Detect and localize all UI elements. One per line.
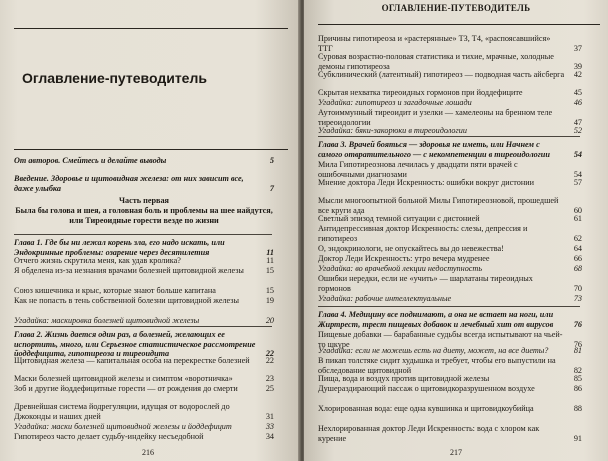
toc-entry-title: Причины гипотиреоза и «растерянные» ТЗ, Т4, «распоясавшийся» ТТГ xyxy=(318,34,551,53)
toc-entry xyxy=(318,274,582,293)
toc-entry-title: Угадайка: если не можешь есть на диету, может, на все диеты? xyxy=(318,346,549,355)
top-rule xyxy=(14,28,288,29)
toc-entry-title: Субклинический (латентный) гипотиреоз — подводная часть айсберга xyxy=(318,70,565,79)
toc-entry xyxy=(14,402,274,421)
toc-entry-page: 73 xyxy=(573,294,582,303)
chapter-divider xyxy=(14,234,272,235)
toc-entry xyxy=(318,254,582,264)
toc-entry-title: Отчего жизнь скрутила меня, как удав кролика? xyxy=(14,256,181,265)
toc-entry-page: 91 xyxy=(573,433,582,443)
toc-title: Оглавление-путеводитель xyxy=(22,70,207,86)
toc-entry xyxy=(318,356,582,375)
toc-entry-title: Глава 2. Жизнь дается один раз, а болезней, желающих ее испортить, много, или Серьезное статистическое рассмотрение йоддефицита, гипотиреоза и тиреоидита xyxy=(14,330,256,359)
toc-entry-page: 76 xyxy=(573,319,582,329)
toc-entry-page: 11 xyxy=(266,256,274,265)
right-page xyxy=(304,0,608,461)
toc-entry-title: Душераздирающий пассаж о щитовидкоразрушенном воздухе xyxy=(318,384,535,393)
toc-entry-page: 52 xyxy=(573,126,582,135)
toc-entry-title: От авторов. Смейтесь и делайте выводы xyxy=(14,156,167,165)
toc-entry-page: 70 xyxy=(573,283,582,293)
toc-entry-title: Маски болезней щитовидной железы и симптом «воротничка» xyxy=(14,374,233,383)
toc-entry xyxy=(318,140,582,159)
toc-entry-page: 46 xyxy=(573,98,582,107)
chapter-divider xyxy=(318,136,580,137)
toc-entry xyxy=(14,266,274,276)
toc-entry xyxy=(14,174,274,193)
toc-entry-title: Щитовидная железа — капитальная особа на перекрестке болезней xyxy=(14,356,250,365)
toc-entry-page: 54 xyxy=(573,169,582,179)
running-head: ОГЛАВЛЕНИЕ-ПУТЕВОДИТЕЛЬ xyxy=(381,3,531,13)
toc-entry-title: Суровая возрастно-половая статистика и тихие, мрачные, холодные демоны гипотиреоза xyxy=(318,52,554,71)
toc-entry-page: 66 xyxy=(573,254,582,263)
toc-entry xyxy=(318,88,582,98)
toc-entry xyxy=(318,178,582,188)
toc-entry xyxy=(14,156,274,166)
toc-entry-title: Введение. Здоровье и щитовидная железа: от них зависит все, даже улыбка xyxy=(14,174,244,193)
toc-entry xyxy=(318,34,582,53)
toc-entry xyxy=(14,384,274,394)
toc-entry-page: 20 xyxy=(265,316,274,325)
toc-entry xyxy=(14,316,274,326)
toc-entry xyxy=(318,160,582,179)
toc-entry-page: 15 xyxy=(265,266,274,275)
toc-entry-title: Мысли многоопытной больной Милы Гипотиреозновой, прошедшей все круги ада xyxy=(318,196,559,215)
toc-entry-page: 22 xyxy=(265,356,274,365)
toc-entry xyxy=(318,52,582,71)
toc-entry-title: Мнение доктора Леди Искренность: ошибки вокруг дистонии xyxy=(318,178,535,187)
toc-entry xyxy=(318,310,582,329)
toc-entry-title: Антидепрессивная доктор Искренность: слезы, депрессия и гипотиреоз xyxy=(318,224,528,243)
toc-entry xyxy=(14,286,274,296)
toc-entry xyxy=(14,422,274,432)
page-number: 216 xyxy=(142,448,154,457)
toc-entry xyxy=(318,98,582,108)
toc-entry-page: 33 xyxy=(265,422,274,431)
toc-entry-title: Угадайка: во врачебной лекции недоступность xyxy=(318,264,483,273)
toc-entry xyxy=(14,432,274,442)
toc-entry-title: Ошибки нередки, если не «учить» — шарлатаны тиреоидных гормонов xyxy=(318,274,533,293)
toc-entry-page: 23 xyxy=(265,374,274,383)
toc-entry-page: 62 xyxy=(573,233,582,243)
toc-entry xyxy=(318,424,582,443)
toc-entry-page: 82 xyxy=(573,365,582,375)
toc-entry-page: 34 xyxy=(265,432,274,441)
toc-entry xyxy=(14,374,274,384)
toc-entry-page: 60 xyxy=(573,205,582,215)
toc-entry-page: 76 xyxy=(573,339,582,349)
toc-entry xyxy=(318,214,582,224)
toc-entry-title: Мила Гипотиреознова лечилась у двадцати пяти врачей с ошибочными диагнозами xyxy=(318,160,518,179)
section-rule xyxy=(14,149,288,150)
toc-entry-title: Угадайка: гипотиреоз и загадочные лошади xyxy=(318,98,472,107)
toc-entry xyxy=(14,206,274,225)
toc-entry xyxy=(14,296,274,306)
toc-entry-page: 64 xyxy=(573,244,582,253)
toc-entry-page: 57 xyxy=(573,178,582,187)
toc-entry xyxy=(318,244,582,254)
toc-entry-page: 81 xyxy=(573,346,582,355)
toc-entry-page: 11 xyxy=(266,247,274,257)
chapter-divider xyxy=(318,306,580,307)
toc-entry-page: 19 xyxy=(265,296,274,305)
top-rule xyxy=(318,24,600,25)
toc-entry-title: Угадайка: рабочие интеллектуальные xyxy=(318,294,452,303)
toc-entry-title: Хлорированная вода: еще одна кувшинка и щитовидкоубийца xyxy=(318,404,534,413)
toc-entry-title: Глава 1. Где бы ни лежал корень зла, его надо искать, или Эндокринные проблемы: озарение через десятилетия xyxy=(14,238,225,257)
toc-entry-title: Угадайка: маски болезней щитовидной железы и йоддефицит xyxy=(14,422,232,431)
toc-entry-title: Угадайка: маскировка болезней щитовидной железы xyxy=(14,316,200,325)
toc-entry xyxy=(14,256,274,266)
toc-entry xyxy=(318,346,582,356)
toc-entry-title: Светлый эпизод темной ситуации с дистонией xyxy=(318,214,480,223)
toc-entry-page: 85 xyxy=(573,374,582,383)
toc-entry xyxy=(318,384,582,394)
toc-entry-page: 42 xyxy=(573,70,582,79)
toc-entry xyxy=(318,224,582,243)
toc-entry xyxy=(14,356,274,366)
toc-entry xyxy=(318,374,582,384)
left-page xyxy=(0,0,300,461)
toc-entry-page: 7 xyxy=(269,183,274,193)
toc-entry-page: 22 xyxy=(265,349,274,359)
chapter-divider xyxy=(14,326,272,327)
toc-entry xyxy=(318,126,582,136)
toc-entry-title: Нехлорированная доктор Леди Искренность: вода с хлором как курение xyxy=(318,424,540,443)
toc-entry-title: Зоб и другие йоддефицитные горести — от рождения до смерти xyxy=(14,384,238,393)
toc-entry xyxy=(318,70,582,80)
toc-entry-title: Угадайка: бяки-закорюки в тиреоидологии xyxy=(318,126,467,135)
page-number: 217 xyxy=(450,448,462,457)
toc-entry xyxy=(14,196,274,206)
toc-entry-title: В пикап толстяке сидит худышка и требует, чтобы его выпустили на обследование щитовидной xyxy=(318,356,556,375)
toc-entry xyxy=(318,108,582,127)
toc-entry-title: Скрытая нехватка тиреоидных гормонов при йоддефиците xyxy=(318,88,523,97)
toc-entry-page: 5 xyxy=(269,156,274,165)
toc-entry-page: 45 xyxy=(573,88,582,97)
toc-entry-page: 37 xyxy=(573,43,582,53)
toc-entry-page: 88 xyxy=(573,404,582,413)
toc-entry-page: 25 xyxy=(265,384,274,393)
toc-entry xyxy=(318,404,582,414)
toc-entry-page: 86 xyxy=(573,384,582,393)
toc-entry xyxy=(14,238,274,257)
toc-entry-title: Пища, вода и воздух против щитовидной железы xyxy=(318,374,490,383)
toc-entry-page: 31 xyxy=(265,411,274,421)
toc-entry-title: Пищевые добавки — барабанные судьбы всегда испытывают на чьей-то шкуре xyxy=(318,330,563,349)
toc-entry-page: 15 xyxy=(265,286,274,295)
toc-entry-title: Как не попасть в тень собственной болезни щитовидной железы xyxy=(14,296,240,305)
toc-entry-title: Я обделена из-за незнания врачами болезней щитовидной железы xyxy=(14,266,244,275)
toc-entry-title: Древнейшая система йодрегуляции, идущая от водорослей до Джоконды и наших дней xyxy=(14,402,230,421)
toc-entry-page: 47 xyxy=(573,117,582,127)
toc-entry-title: Доктор Леди Искренность: утро вечера мудренее xyxy=(318,254,490,263)
toc-entry-title: Союз кишечника и крыс, которые знают больше капитана xyxy=(14,286,216,295)
toc-entry-page: 68 xyxy=(573,264,582,273)
toc-entry xyxy=(318,294,582,304)
toc-entry-page: 61 xyxy=(573,214,582,223)
toc-entry-page: 39 xyxy=(573,61,582,71)
toc-entry-title: О, эндокринологи, не опускайтесь вы до невежества! xyxy=(318,244,504,253)
toc-entry xyxy=(318,196,582,215)
toc-entry xyxy=(14,330,274,359)
toc-entry-title: Глава 3. Врачей бояться — здоровья не иметь, или Начнем с самого отвратительного — с некомпетенции в тиреоидологии xyxy=(318,140,550,159)
toc-entry xyxy=(318,264,582,274)
toc-entry-title: Часть первая xyxy=(119,196,169,205)
toc-entry-title: Была бы голова и шея, а головная боль и проблемы на шее найдутся, или Тиреоидные горести везде по жизни xyxy=(15,206,273,225)
toc-entry-page: 54 xyxy=(573,149,582,159)
toc-entry-title: Глава 4. Медицину все поднимают, а она не встает на ноги, или Жиртрест, трест пищевых добавок и лечебный хит от вирусов xyxy=(318,310,554,329)
toc-entry-title: Аутоиммунный тиреоидит и узелки — хамелеоны на бренном теле тиреоидологии xyxy=(318,108,553,127)
toc-entry-title: Гипотиреоз часто делает судьбу-индейку несъедобной xyxy=(14,432,204,441)
